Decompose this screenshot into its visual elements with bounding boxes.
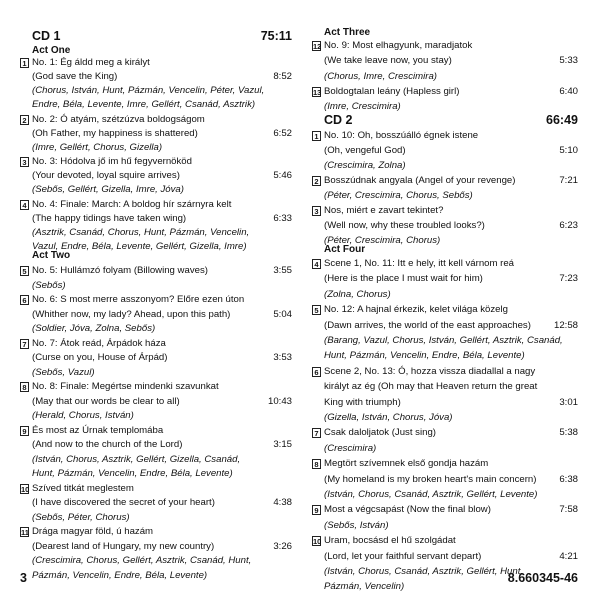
track-number: 5 [312,305,321,315]
track-title: Boldogtalan leány (Hapless girl) 6:40 [324,85,578,97]
track-duration: 3:01 [559,396,578,408]
track-title: No. 1: Ég áldd meg a királyt [32,57,150,68]
track-title: Csak daloljatok (Just sing) 5:38 [324,427,578,439]
track-performers: Hunt, Pázmán, Vencelin, Endre, Béla, Levente) [324,350,525,362]
track-performers: (Sebős, Gellért, Gizella, Imre, Jóva) [32,184,184,196]
act-heading: Act Three [324,27,371,38]
cd-total-time: 75:11 [260,29,292,43]
track-title: Most a végcsapást (Now the final blow) 7:58 [324,504,578,516]
track-title: (Dearest land of Hungary, my new country) 3:26 [32,540,292,552]
track-title: (Your devoted, loyal squire arrives) 5:46 [32,170,292,182]
track-duration: 7:58 [559,504,578,516]
track-duration: 5:04 [273,308,292,320]
track-number: 6 [20,295,29,305]
track-number: 12 [313,42,322,51]
track-number: 7 [20,339,29,349]
track-performers: (Chorus, Imre, Crescimira) [324,70,438,82]
track-duration: 8:52 [273,71,292,83]
track-number: 9 [20,426,29,436]
track-number: 4 [20,200,29,210]
track-title: Szíved titkát meglestem [32,482,134,494]
track-performers: Pázmán, Vencelin, Endre, Béla, Levente) [32,569,208,581]
track-number: 11 [21,528,29,537]
track-duration: 4:38 [273,497,292,508]
track-duration: 7:21 [559,175,578,186]
track-performers: (Sebős, Vazul) [32,366,95,378]
track-duration: 6:40 [559,85,578,97]
act-heading: Act Four [324,244,366,255]
track-title: Uram, bocsásd el hű szolgádat [324,535,456,547]
cd-total-time: 66:49 [546,113,578,127]
act-heading: Act One [32,45,71,56]
track-performers: (Crescimira, Chorus, Gellért, Asztrik, Csanád, Hunt, [32,555,252,566]
track-title: És most az Úrnak templomába [32,424,164,436]
track-title: Scene 1, No. 11: Itt e hely, itt kell várnom reá [324,258,515,269]
track-title: (May that our words be clear to all) 10:43 [32,395,292,407]
act-heading: Act Two [32,250,71,261]
track-performers: (Gizella, István, Chorus, Jóva) [324,412,453,423]
track-number: 10 [21,484,30,494]
track-duration: 10:43 [267,395,292,407]
track-title: (Oh Father, my happiness is shattered) 6:52 [32,127,292,139]
track-title: No. 7: Átok reád, Árpádok háza [32,337,166,349]
track-title: King with triumph) 3:01 [324,396,578,408]
track-performers: (Chorus, István, Hunt, Pázmán, Vencelin, Péter, Vazul, [32,85,265,97]
track-performers: (Imre, Gellért, Chorus, Gizella) [32,141,163,153]
track-title: Bosszúdnak angyala (Angel of your revenge) 7:21 [324,175,578,186]
track-performers: (Asztrik, Csanád, Chorus, Hunt, Pázmán, Vencelin, [32,226,250,238]
track-title: (The happy tidings have taken wing) 6:33 [32,212,292,224]
track-title: No. 9: Most elhagyunk, maradjatok [324,40,473,51]
track-title: (God save the King) 8:52 [32,71,292,83]
track-duration: 5:10 [559,145,578,156]
track-number: 10 [313,537,322,547]
track-title: Drága magyar föld, ú hazám [32,526,154,537]
catalog-number: 8.660345-46 [507,571,578,585]
track-performers: (István, Chorus, Asztrik, Gellért, Gizella, Csanád, [32,453,241,465]
cd-title: CD 1 [32,29,61,43]
track-title: királyt az ég (Oh may that Heaven return the great [324,381,538,393]
track-performers: (Sebős) [32,279,66,291]
track-performers: (Sebős, István) [324,519,389,531]
cd-title: CD 2 [324,113,353,127]
track-title: (Well now, why these troubled looks?) 6:23 [324,220,578,231]
track-number: 8 [20,382,29,392]
track-number: 1 [20,58,29,68]
track-duration: 5:33 [559,55,578,67]
track-number: 2 [20,115,29,125]
track-performers: (Herald, Chorus, István) [32,410,134,421]
track-number: 6 [312,367,321,377]
track-number: 5 [20,266,29,276]
track-performers: (Crescimira) [324,442,377,454]
track-performers: (István, Chorus, Csanád, Asztrik, Gellért, Hunt, [324,566,524,577]
track-title: (I have discovered the secret of your heart) 4:38 [32,497,292,508]
track-performers: (Barang, Vazul, Chorus, István, Gellért, Asztrik, Csanád, [324,335,563,346]
track-title: (Lord, let your faithful servant depart) 4:21 [324,550,578,562]
track-title: (Curse on you, House of Árpád) 3:53 [32,352,292,363]
track-performers: (Péter, Crescimira, Chorus) [324,235,441,246]
track-title: No. 4: Finale: March: A boldog hír szárnyra kelt [32,198,232,210]
track-title: No. 5: Hullámzó folyam (Billowing waves) 3:55 [32,265,292,276]
page-number: 3 [20,571,27,585]
track-title: (We take leave now, you stay) 5:33 [324,55,578,67]
track-duration: 3:15 [273,439,292,450]
track-duration: 6:23 [559,220,578,231]
track-number: 1 [312,131,321,141]
track-title: (Oh, vengeful God) 5:10 [324,145,578,156]
track-number: 2 [312,176,321,186]
track-title: (Dawn arrives, the world of the east approaches) 12:58 [324,319,578,331]
track-duration: 12:58 [553,319,578,331]
track-performers: (István, Chorus, Csanád, Asztrik, Gellért, Levente) [324,489,538,500]
track-duration: 5:46 [273,170,292,182]
track-number: 8 [312,459,321,469]
track-performers: (Crescimira, Zolna) [324,160,406,171]
track-performers: (Soldier, Jóva, Zolna, Sebős) [32,323,156,334]
track-title: No. 6: S most merre asszonyom? Előre ezen úton [32,294,245,305]
track-title: No. 8: Finale: Megértse mindenki szavunkat [32,381,219,392]
track-title: (And now to the church of the Lord) 3:15 [32,439,292,450]
track-number: 3 [312,206,321,216]
track-number: 3 [20,157,29,167]
track-performers: (Zolna, Chorus) [324,288,391,300]
track-title: No. 3: Hódolva jő im hű fegyvernököd [32,156,192,168]
track-duration: 6:52 [273,127,292,139]
track-duration: 3:55 [273,265,292,276]
track-number: 7 [312,428,321,438]
track-title: No. 2: Ó atyám, szétzúzva boldogságom [32,113,205,125]
track-performers: Pázmán, Vencelin) [324,581,405,593]
track-duration: 3:53 [273,352,292,363]
track-performers: Endre, Béla, Levente, Imre, Gellért, Csanád, Asztrik) [32,99,256,111]
track-title: No. 10: Oh, bosszúálló égnek istene [324,130,479,141]
track-duration: 4:21 [559,550,578,562]
track-title: Nos, miért e zavart tekintet? [324,205,444,216]
track-title: (Whither now, my lady? Ahead, upon this path) 5:04 [32,308,292,320]
track-performers: (Sebős, Péter, Chorus) [32,511,130,523]
track-duration: 3:26 [273,540,292,552]
track-duration: 6:38 [559,473,578,485]
track-performers: (Péter, Crescimira, Chorus, Sebős) [324,190,473,201]
track-duration: 5:38 [559,427,578,439]
track-number: 4 [312,259,321,269]
track-title: Scene 2, No. 13: Ó, hozza vissza diadallal a nagy [324,365,536,377]
track-number: 13 [313,87,322,97]
track-duration: 6:33 [273,212,292,224]
track-performers: (Imre, Crescimira) [324,101,401,113]
track-title: No. 12: A hajnal érkezik, kelet világa közelg [324,304,508,316]
track-title: (Here is the place I must wait for him) 7:23 [324,273,578,285]
track-duration: 7:23 [559,273,578,285]
track-title: Megtört szívemnek első gondja hazám [324,458,489,470]
track-performers: Hunt, Pázmán, Vencelin, Endre, Béla, Levente) [32,468,233,479]
track-number: 9 [312,505,321,515]
track-title: (My homeland is my broken heart's main concern) 6:38 [324,473,578,485]
track-performers: Vazul, Endre, Béla, Levente, Gellért, Gizella, Imre) [32,240,247,252]
